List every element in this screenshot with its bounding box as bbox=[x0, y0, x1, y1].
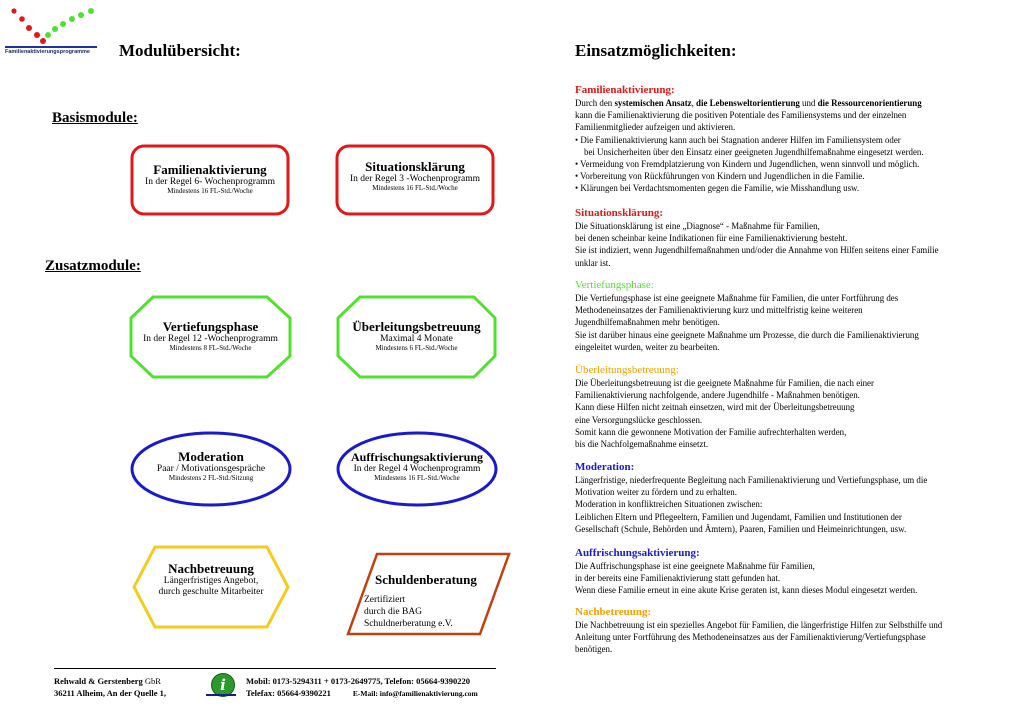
module-line: Maximal 4 Monate bbox=[380, 334, 453, 345]
footer-contact bbox=[246, 675, 506, 700]
section-line: • Vorbereitung von Rückführungen von Kindern und Jugendlichen in die Familie. bbox=[575, 171, 865, 182]
footer-street: 36211 Alheim, An der Quelle 1, bbox=[54, 688, 167, 698]
module-familienaktivierung bbox=[135, 163, 285, 195]
module-hours: Mindestens 16 FL-Std./Woche bbox=[372, 183, 458, 192]
section-line: • Die Familienaktivierung kann auch bei Stagnation anderer Hilfen im Familiensystem oder bbox=[575, 134, 901, 145]
usage-title: Einsatzmöglichkeiten: bbox=[575, 41, 737, 60]
section-line: eingeleitet wurden, weiter zu bearbeiten. bbox=[575, 341, 720, 352]
module-line: Zertifiziert bbox=[364, 595, 406, 605]
section-line: Die Situationsklärung ist eine „Diagnose“ - Maßnahme für Familien, bbox=[575, 221, 820, 231]
section-vertiefungsphase bbox=[575, 279, 1010, 353]
section-line: kann die Familienaktivierung die positiven Potentiale des Familiensystems und der einzelnen bbox=[575, 110, 907, 121]
section-line: in der bereits eine Familienaktivierung statt gefunden hat. bbox=[575, 573, 781, 584]
module-line: durch geschulte Mitarbeiter bbox=[158, 586, 264, 597]
section-line: Sie ist darüber hinaus eine geeignete Maßnahme um Prozesse, die durch die Familienaktivierung bbox=[575, 329, 919, 340]
module-hours: Mindestens 16 FL-Std./Woche bbox=[167, 186, 253, 195]
module-hours: Mindestens 8 FL-Std./Woche bbox=[169, 343, 252, 352]
module-title: Familienaktivierung bbox=[153, 162, 267, 177]
section-line: Familienmitglieder aufzeigen und aktivieren. bbox=[575, 122, 736, 133]
section-line: Somit kann die gewonnene Motivation der Familie aufrechterhalten werden, bbox=[575, 426, 847, 437]
section-situationsklaerung bbox=[575, 207, 1010, 269]
module-line: durch die BAG bbox=[364, 607, 423, 617]
module-title: Situationsklärung bbox=[365, 159, 465, 174]
section-ueberleitungsbetreuung bbox=[575, 364, 1010, 450]
section-line: Kann diese Hilfen nicht zeitnah einsetzen, wird mit der Überleitungsbetreuung bbox=[575, 402, 855, 413]
section-auffrischungsaktivierung bbox=[575, 547, 1010, 597]
section-familienaktivierung bbox=[575, 84, 1010, 195]
section-heading: Situationsklärung: bbox=[575, 207, 664, 219]
section-line: Die Vertiefungsphase ist eine geeignete Maßnahme für Familien, die unter Fortführung des bbox=[575, 293, 899, 303]
section-line: unklar ist. bbox=[575, 257, 611, 268]
logo-text: Familienaktivierungsprogramme bbox=[5, 49, 90, 55]
module-line: In der Regel 4 Wochenprogramm bbox=[353, 464, 481, 475]
section-moderation bbox=[575, 461, 1010, 535]
module-hours: Mindestens 6 FL-Std./Woche bbox=[375, 343, 458, 352]
footer-email: E-Mail: info@familienaktivierung.com bbox=[352, 689, 478, 698]
section-line: bei denen scheinbar keine Indikationen für eine Familienaktivierung besteht. bbox=[575, 233, 848, 244]
section-line: Motivation weiter zu fördern und zu erhalten. bbox=[575, 487, 737, 498]
section-heading: Auffrischungsaktivierung: bbox=[575, 547, 700, 559]
section-line: Durch den systemischen Ansatz, die Lebensweltorientierung und die Ressourcenorientierung bbox=[575, 98, 922, 108]
section-line: Die Nachbetreuung ist ein spezielles Angebot für Familien, die längerfristige Hilfen zur Selbsthilfe und bbox=[575, 620, 943, 630]
footer-fax: Telefax: 05664-9390221 bbox=[246, 688, 331, 698]
module-title: Nachbetreuung bbox=[168, 561, 254, 576]
module-title: Schuldenberatung bbox=[375, 572, 477, 587]
section-line: Methodeneinsatzes der Familienaktivierung kurz und mittelfristig keine weiteren bbox=[575, 305, 863, 316]
info-icon-underline bbox=[206, 694, 236, 696]
section-line: Familienaktivierung nachfolgende, andere Jugendhilfe - Maßnahmen benötigen. bbox=[575, 390, 860, 401]
section-heading: Familienaktivierung: bbox=[575, 84, 675, 96]
section-line: eine Versorgungslücke geschlossen. bbox=[575, 414, 703, 425]
module-line: In der Regel 6- Wochenprogramm bbox=[145, 177, 275, 188]
module-ueberleitungsbetreuung bbox=[340, 320, 493, 352]
section-line: Jugendhilfemaßnahmen mehr benötigen. bbox=[575, 317, 720, 328]
section-line: • Klärungen bei Verdachtsmomenten gegen die Familie, wie Misshandlung usw. bbox=[575, 183, 860, 194]
basis-modules-heading: Basismodule: bbox=[52, 110, 138, 126]
module-hours: Mindestens 2 FL-Std./Sitzung bbox=[168, 473, 254, 482]
footer-phone: Mobil: 0173-5294311 + 0173-2649775, Telefon: 05664-9390220 bbox=[246, 676, 470, 686]
section-heading: Überleitungsbetreuung: bbox=[575, 364, 679, 376]
section-line: Die Auffrischungsphase ist eine geeignete Maßnahme für Familien, bbox=[575, 561, 815, 571]
section-heading: Vertiefungsphase: bbox=[575, 279, 654, 291]
module-line: Paar / Motivationsgespräche bbox=[156, 464, 266, 475]
schuldenberatung-details bbox=[364, 594, 474, 630]
section-heading: Moderation: bbox=[575, 461, 635, 473]
section-heading: Nachbetreuung: bbox=[575, 606, 652, 618]
module-title: Moderation bbox=[178, 449, 244, 464]
section-nachbetreuung bbox=[575, 606, 1010, 656]
footer-company: Rehwald & Gerstenberg GbR bbox=[54, 676, 161, 686]
module-line: In der Regel 12 -Wochenprogramm bbox=[143, 334, 278, 345]
module-overview-title: Modulübersicht: bbox=[119, 41, 241, 60]
section-line: bis die Nachfolgemaßnahme einsetzt. bbox=[575, 439, 709, 450]
module-title: Auffrischungsaktivierung bbox=[350, 450, 484, 464]
footer-rule bbox=[54, 668, 496, 669]
module-line: Schuldnerberatung e.V. bbox=[364, 619, 453, 629]
module-vertiefungsphase bbox=[133, 320, 288, 352]
info-icon: i bbox=[211, 673, 235, 697]
section-line: Die Überleitungsbetreuung ist die geeignete Maßnahme für Familien, die nach einer bbox=[575, 378, 874, 388]
section-line: Sie ist indiziert, wenn Jugendhilfemaßnahmen und/oder die Annahme von Hilfen seitens einer Familie bbox=[575, 245, 939, 256]
module-line: Längerfristiges Angebot, bbox=[163, 576, 259, 587]
section-line: Moderation in konfliktreichen Situationen zwischen: bbox=[575, 499, 763, 510]
section-line: Wenn diese Familie erneut in eine akute Krise geraten ist, kann dieses Modul eingesetzt werden. bbox=[575, 585, 918, 596]
additional-modules-heading: Zusatzmodule: bbox=[45, 258, 141, 274]
section-line: • Vermeidung von Fremdplatzierung von Kindern und Jugendlichen, wenn sinnvoll und möglich. bbox=[575, 159, 920, 170]
footer-address bbox=[54, 675, 214, 699]
module-hours: Mindestens 16 FL-Std./Woche bbox=[374, 473, 460, 482]
module-line: In der Regel 3 -Wochenprogramm bbox=[349, 174, 481, 185]
section-line: bei Unsicherheiten über den Einsatz einer geeigneten Jugendhilfemaßnahme eingesetzt werden. bbox=[584, 146, 924, 157]
section-line: Anleitung unter Fortführung des Methodeneinsatzes aus der Familienaktivierung/Vertiefungsphase bbox=[575, 632, 926, 643]
section-line: benötigen. bbox=[575, 644, 613, 655]
section-line: Gesellschaft (Schule, Behörden und Ämtern), Paaren, Familien und Heimeinrichtungen, usw. bbox=[575, 523, 907, 534]
module-moderation bbox=[136, 450, 286, 482]
section-line: Längerfristige, niederfrequente Begleitung nach Familienaktivierung und Vertiefungsphase, um die bbox=[575, 475, 928, 485]
section-line: Leiblichen Eltern und Pflegeeltern, Familien und Jugendamt, Familien und Institutionen der bbox=[575, 511, 902, 522]
module-schuldenberatung bbox=[375, 573, 495, 587]
module-nachbetreuung bbox=[140, 562, 282, 597]
module-title: Vertiefungsphase bbox=[162, 319, 259, 334]
module-title: Überleitungsbetreuung bbox=[352, 319, 481, 334]
module-auffrischungsaktivierung bbox=[341, 451, 493, 482]
module-situationsklaerung bbox=[339, 160, 491, 192]
